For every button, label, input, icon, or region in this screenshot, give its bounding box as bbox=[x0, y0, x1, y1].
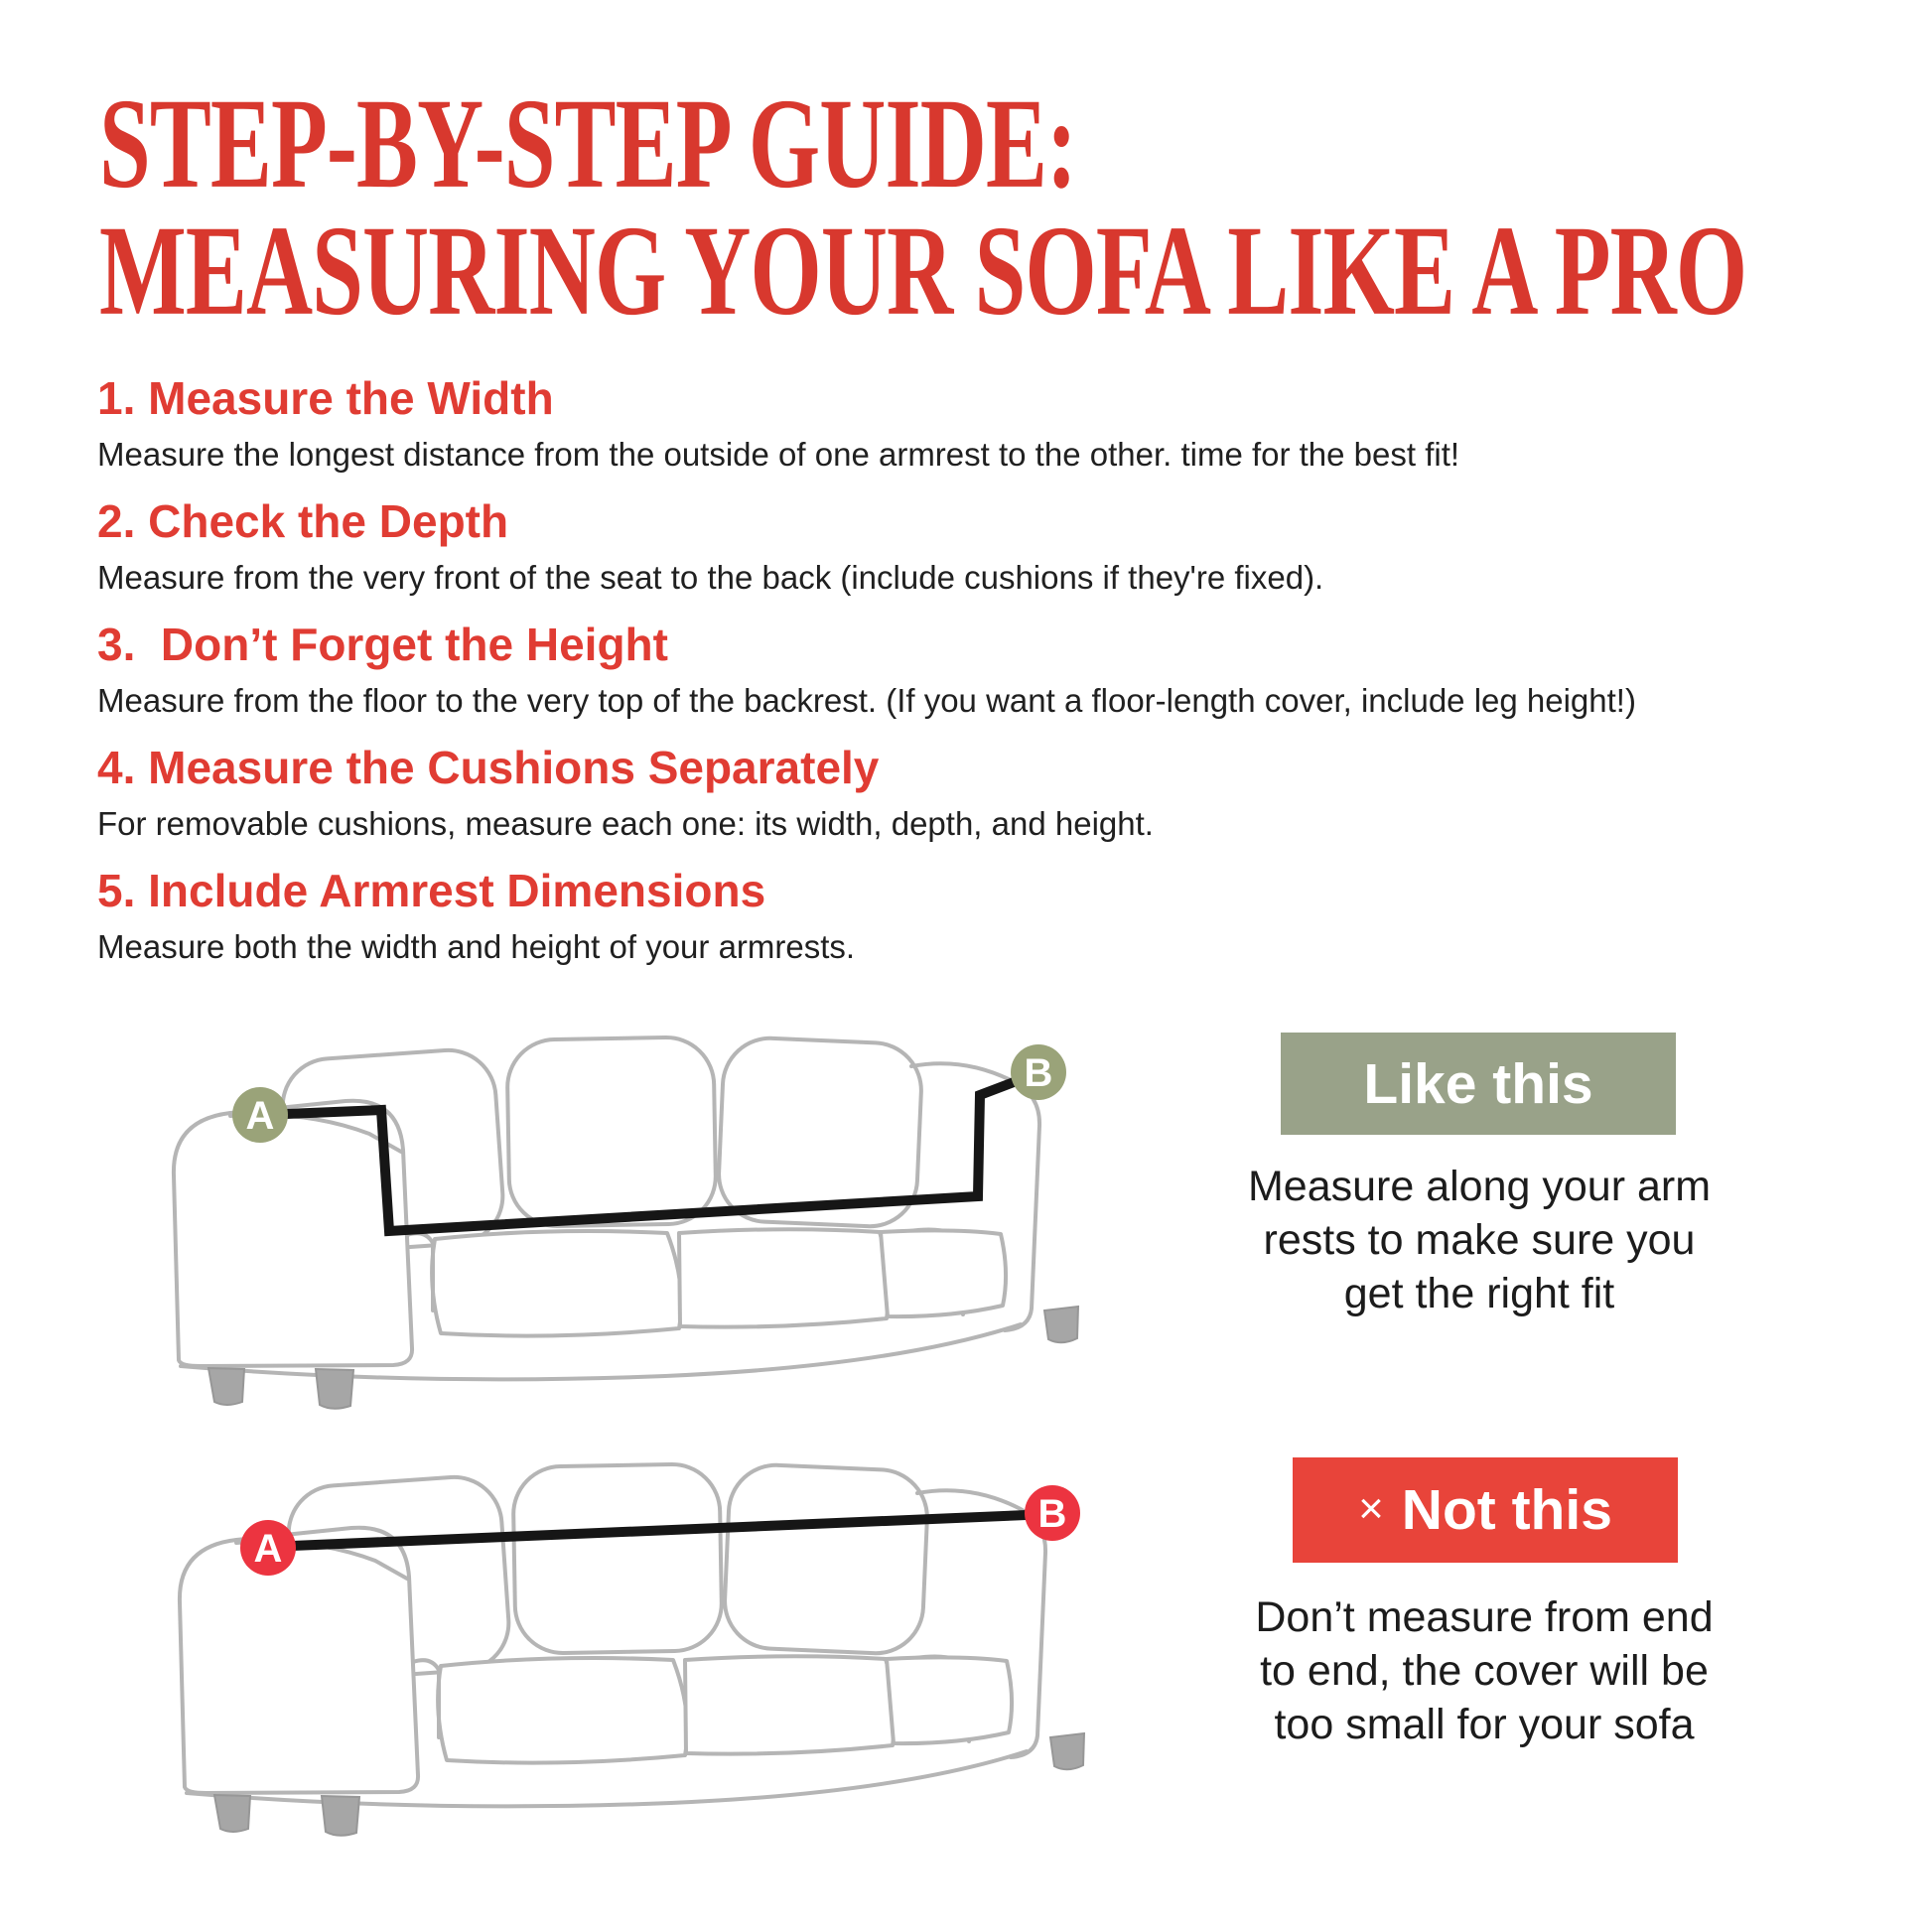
not-this-badge bbox=[1293, 1457, 1678, 1563]
sofa-incorrect-illustration bbox=[175, 1451, 1118, 1839]
marker-b-correct bbox=[1011, 1044, 1066, 1100]
marker-b-incorrect bbox=[1025, 1485, 1080, 1541]
marker-a-letter: A bbox=[253, 1527, 283, 1571]
page-title-line-2: MEASURING YOUR SOFA LIKE A PRO bbox=[99, 199, 1747, 343]
step-5 bbox=[97, 866, 1904, 967]
marker-b-letter: B bbox=[1037, 1492, 1067, 1536]
step-5-heading: 5. Include Armrest Dimensions bbox=[97, 864, 766, 916]
not-caption-line-2: to end, the cover will be bbox=[1260, 1647, 1709, 1696]
like-caption-line-1: Measure along your arm bbox=[1247, 1163, 1712, 1210]
not-caption-line-1: Don’t measure from end bbox=[1255, 1593, 1714, 1641]
like-caption-line-2: rests to make sure you bbox=[1263, 1216, 1696, 1265]
like-this-badge bbox=[1281, 1033, 1676, 1135]
step-3 bbox=[97, 620, 1904, 721]
steps-list bbox=[97, 373, 1904, 988]
marker-a-correct bbox=[232, 1087, 288, 1143]
step-2-body: Measure from the very front of the seat to the back (include cushions if they're fixed). bbox=[97, 558, 1324, 596]
step-2 bbox=[97, 496, 1904, 598]
step-4 bbox=[97, 743, 1904, 844]
not-caption-line-3: too small for your sofa bbox=[1274, 1701, 1695, 1749]
step-4-heading: 4. Measure the Cushions Separately bbox=[97, 741, 880, 793]
page-title-line-1: STEP-BY-STEP GUIDE: bbox=[99, 71, 1077, 215]
step-1 bbox=[97, 373, 1904, 475]
step-2-heading: 2. Check the Depth bbox=[97, 494, 509, 547]
step-3-heading: 3. Don’t Forget the Height bbox=[97, 618, 668, 670]
marker-b-letter: B bbox=[1024, 1051, 1053, 1095]
marker-a-incorrect bbox=[240, 1520, 296, 1576]
step-3-body: Measure from the floor to the very top of the backrest. (If you want a floor-length cover, include leg height!) bbox=[97, 681, 1636, 719]
like-this-caption bbox=[1216, 1160, 1742, 1321]
step-1-heading: 1. Measure the Width bbox=[97, 372, 554, 424]
like-caption-line-3: get the right fit bbox=[1343, 1270, 1615, 1318]
close-icon: × bbox=[1358, 1484, 1384, 1533]
step-1-body: Measure the longest distance from the outside of one armrest to the other. time for the best fit! bbox=[97, 435, 1460, 473]
not-this-label: Not this bbox=[1401, 1478, 1612, 1542]
sofa-line-art bbox=[174, 1036, 1078, 1409]
step-4-body: For removable cushions, measure each one: its width, depth, and height. bbox=[97, 804, 1154, 842]
marker-a-letter: A bbox=[245, 1094, 275, 1138]
step-5-body: Measure both the width and height of your armrests. bbox=[97, 927, 856, 965]
sofa-correct-illustration bbox=[169, 1025, 1112, 1412]
like-this-label: Like this bbox=[1363, 1051, 1593, 1116]
not-this-caption bbox=[1216, 1590, 1752, 1752]
